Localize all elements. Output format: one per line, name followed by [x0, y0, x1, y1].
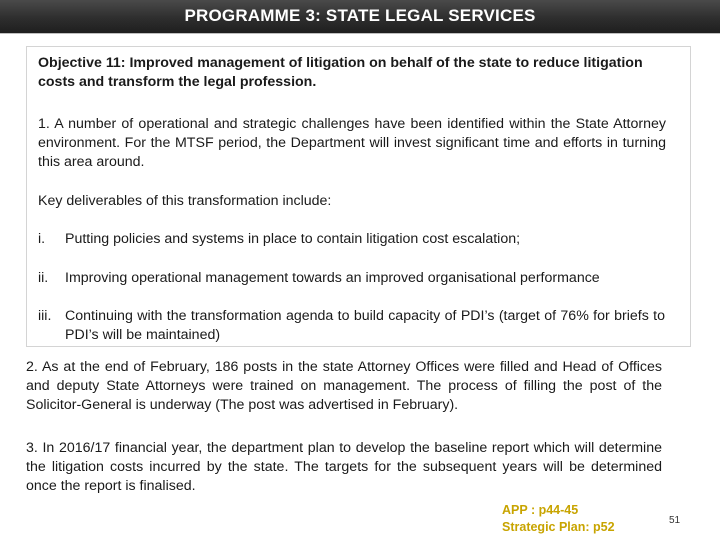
list-marker: ii.: [38, 270, 49, 286]
deliverable-item-2: [38, 269, 668, 288]
point-1-paragraph: 1. A number of operational and strategic challenges have been identified within the State Attorney environment. For the MTSF period, the Department will invest significant time and efforts in turning this area around.: [38, 116, 666, 170]
list-item-text: Improving operational management towards an improved organisational performance: [65, 270, 600, 286]
page-number: 51: [669, 515, 681, 526]
page-title: PROGRAMME 3: STATE LEGAL SERVICES: [184, 6, 536, 25]
footer-references: [502, 502, 615, 536]
point-2-paragraph: 2. As at the end of February, 186 posts in the state Attorney Offices were filled and Head of Offices and deputy State Attorneys were trained on management. The process of filling the post of the Solicitor-General is underway (The post was advertised in February).: [26, 359, 662, 413]
point-3-paragraph: 3. In 2016/17 financial year, the department plan to develop the baseline report which will determine the litigation costs incurred by the state. The targets for the subsequent years will be determined once the report is finalised.: [26, 440, 662, 494]
strategic-plan-reference: Strategic Plan: p52: [502, 520, 615, 534]
deliverable-item-3: [38, 307, 668, 345]
list-marker: iii.: [38, 308, 52, 324]
header-bar: [0, 0, 720, 34]
list-item-text: Putting policies and systems in place to contain litigation cost escalation;: [65, 231, 521, 247]
deliverables-intro: Key deliverables of this transformation include:: [38, 193, 332, 209]
objective-heading: Objective 11: Improved management of litigation on behalf of the state to reduce litigation costs and transform the legal profession.: [38, 55, 643, 90]
deliverable-item-1: [38, 230, 668, 249]
app-reference: APP : p44-45: [502, 503, 579, 517]
list-marker: i.: [38, 231, 46, 247]
list-item-text: Continuing with the transformation agenda to build capacity of PDI’s (target of 76% for briefs to PDI’s will be maintained): [65, 308, 665, 343]
